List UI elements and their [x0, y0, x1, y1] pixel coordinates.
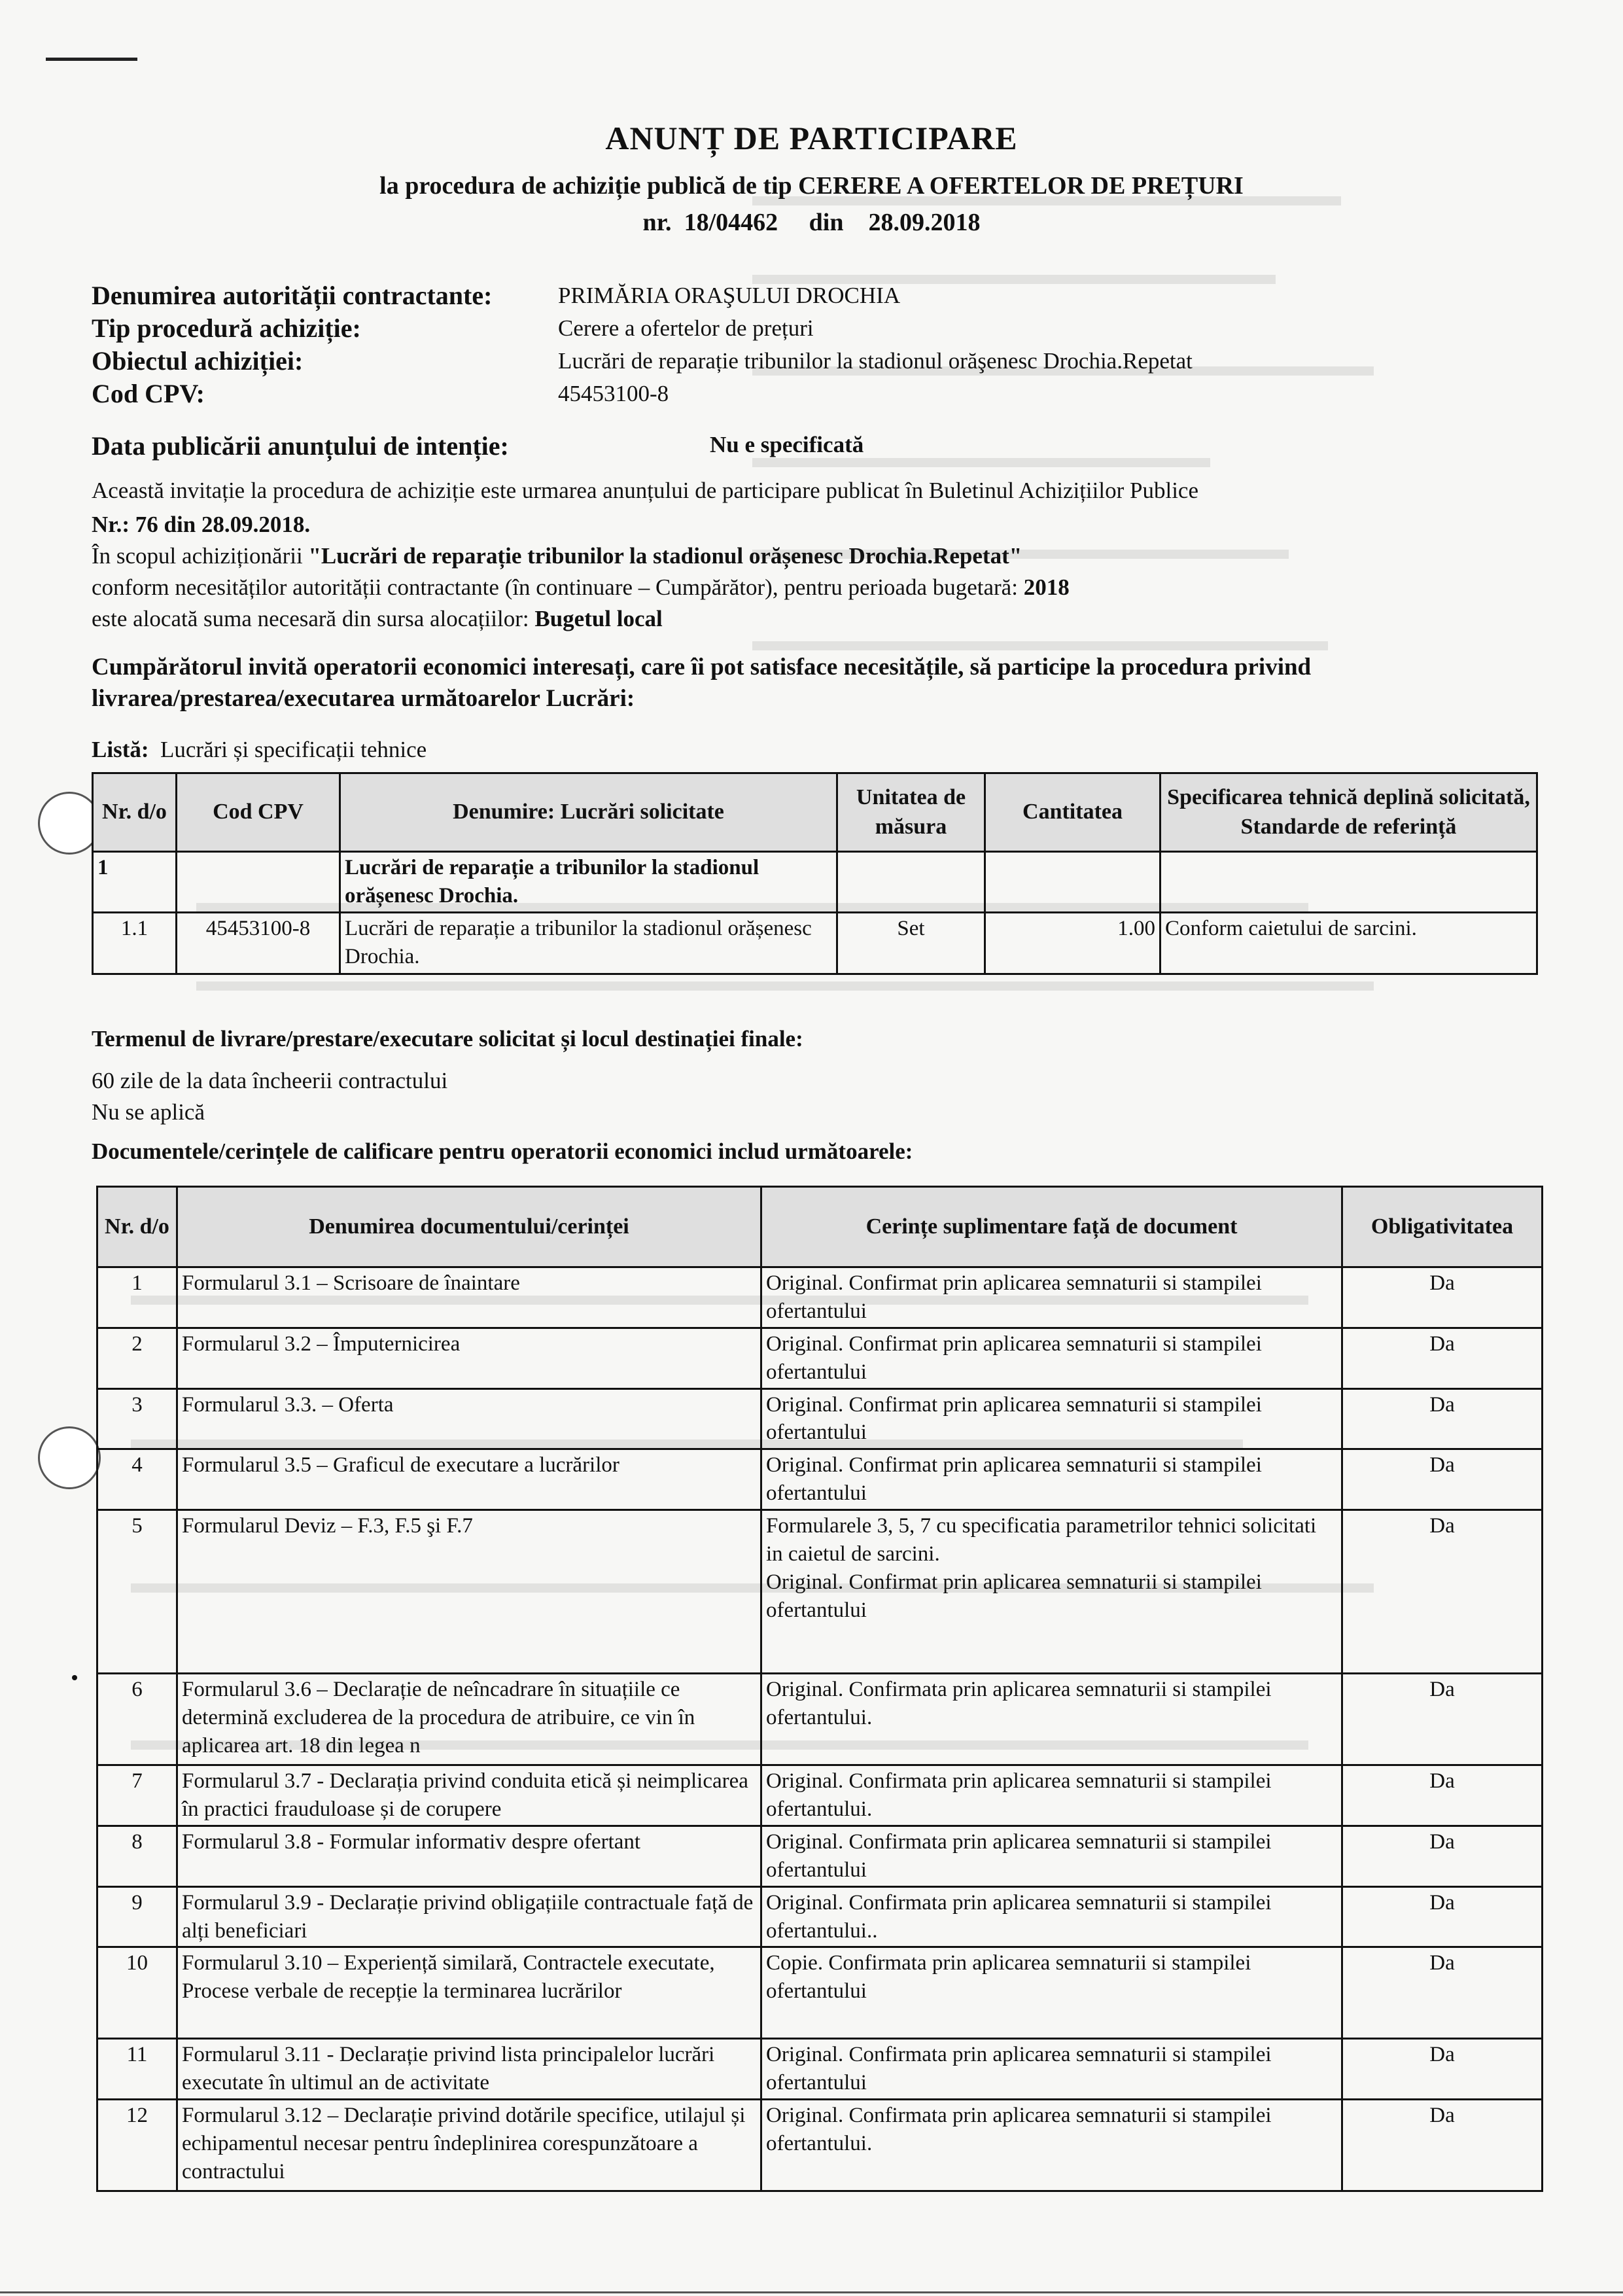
row-requirements: Formularele 3, 5, 7 cu specificatia parametrilor tehnici solicitati in caietul de sarcini. Original. Confirmat prin aplicarea semnaturii si stampilei ofertantului — [761, 1510, 1342, 1674]
list-line — [92, 737, 427, 763]
works-table — [92, 772, 1538, 975]
header-works: Denumire: Lucrări solicitate — [340, 773, 837, 852]
row-nr: 6 — [97, 1674, 177, 1765]
delivery-place: Nu se aplică — [92, 1099, 205, 1125]
page-bottom-edge — [0, 2291, 1623, 2293]
row-requirements: Original. Confirmata prin aplicarea semnaturii si stampilei ofertantului.. — [761, 1886, 1342, 1947]
authority-value: PRIMĂRIA ORAŞULUI DROCHIA — [558, 283, 901, 308]
delivery-term: 60 zile de la data încheerii contractului — [92, 1068, 448, 1093]
row-requirements: Original. Confirmat prin aplicarea semnaturii si stampilei ofertantului — [761, 1328, 1342, 1388]
intro-line-1: Această invitație la procedura de achiziție este urmarea anunțului de participare publicat în Buletinul Achizițiilor Publice — [92, 478, 1198, 503]
item-name: Lucrări de reparație a tribunilor la stadionul orășenesc Drochia. — [340, 912, 837, 974]
source-text: este alocată suma necesară din sursa alocațiilor: — [92, 606, 535, 631]
row-mandatory: Da — [1342, 1510, 1543, 1674]
row-mandatory: Da — [1342, 1328, 1543, 1388]
list-label: Listă: — [92, 737, 149, 762]
qualification-row — [97, 1826, 1543, 1886]
row-requirements: Original. Confirmata prin aplicarea semnaturii si stampilei ofertantului. — [761, 2100, 1342, 2191]
purpose-object: "Lucrări de reparație tribunilor la stadionul orășenesc Drochia.Repetat" — [308, 543, 1022, 569]
row-document-name: Formularul 3.2 – Împuternicirea — [177, 1328, 761, 1388]
row-document-name: Formularul 3.7 - Declarația privind conduita etică și neimplicarea în practici frauduloase și de corupere — [177, 1765, 761, 1826]
header-document: Denumirea documentului/cerinței — [177, 1187, 761, 1267]
qualification-row — [97, 1886, 1543, 1947]
stray-dot — [72, 1675, 77, 1680]
header-mandatory: Obligativitatea — [1342, 1187, 1543, 1267]
header-requirements: Cerințe suplimentare față de document — [761, 1187, 1342, 1267]
document-title: ANUNȚ DE PARTICIPARE — [605, 120, 1018, 156]
row-document-name: Formularul 3.6 – Declarație de neîncadrare în situațiile ce determină excluderea de la procedura de atribuire, ce vin în aplicarea art. 18 din legea n — [177, 1674, 761, 1765]
row-document-name: Formularul 3.10 – Experiență similară, Contractele executate, Procese verbale de recepție la terminarea lucrărilor — [177, 1947, 761, 2039]
row-document-name: Formularul 3.5 – Graficul de executare a lucrărilor — [177, 1449, 761, 1510]
row-mandatory: Da — [1342, 2100, 1543, 2191]
qualification-row — [97, 2100, 1543, 2191]
row-requirements: Original. Confirmata prin aplicarea semnaturii si stampilei ofertantului. — [761, 1674, 1342, 1765]
row-document-name: Formularul 3.8 - Formular informativ despre ofertant — [177, 1826, 761, 1886]
row-nr: 10 — [97, 1947, 177, 2039]
qualification-row — [97, 1947, 1543, 2039]
document-subtitle: la procedura de achiziție publică de tip CERERE A OFERTELOR DE PREȚURI — [379, 172, 1244, 200]
header-quantity: Cantitatea — [985, 773, 1161, 852]
nr-label: nr. — [642, 209, 672, 236]
row-mandatory: Da — [1342, 2039, 1543, 2100]
document-number-line — [0, 208, 1623, 237]
row-document-name: Formularul 3.3. – Oferta — [177, 1388, 761, 1449]
intro-line-4 — [92, 574, 1070, 601]
invitation-line-1: Cumpărătorul invită operatorii economici interesați, care îi pot satisface necesitățile, să participe la procedura privind — [92, 654, 1312, 680]
row-document-name: Formularul Deviz – F.3, F.5 şi F.7 — [177, 1510, 761, 1674]
works-table-header — [93, 773, 1537, 852]
row-requirements: Copie. Confirmata prin aplicarea semnaturii si stampilei ofertantului — [761, 1947, 1342, 2039]
item-nr: 1.1 — [93, 912, 177, 974]
nr-value: 18/04462 — [684, 209, 778, 236]
qualification-row — [97, 1449, 1543, 1510]
row-nr: 8 — [97, 1826, 177, 1886]
row-nr: 12 — [97, 2100, 177, 2191]
header-cpv: Cod CPV — [177, 773, 340, 852]
row-mandatory: Da — [1342, 1886, 1543, 1947]
row-nr: 1 — [97, 1267, 177, 1328]
row-requirements: Original. Confirmata prin aplicarea semnaturii si stampilei ofertantului — [761, 2039, 1342, 2100]
documents-heading: Documentele/cerințele de calificare pentru operatorii economici includ următoarele: — [92, 1139, 913, 1164]
object-value: Lucrări de reparație tribunilor la stadionul orăşenesc Drochia.Repetat — [558, 348, 1193, 374]
purpose-text: În scopul achiziționării — [92, 543, 309, 569]
qualification-row — [97, 1388, 1543, 1449]
row-nr: 9 — [97, 1886, 177, 1947]
intent-value: Nu e specificată — [710, 432, 864, 457]
row-requirements: Original. Confirmat prin aplicarea semnaturii si stampilei ofertantului — [761, 1449, 1342, 1510]
qualification-row — [97, 1674, 1543, 1765]
source-value: Bugetul local — [534, 606, 663, 631]
row-requirements: Original. Confirmata prin aplicarea semnaturii si stampilei ofertantului — [761, 1826, 1342, 1886]
row-mandatory: Da — [1342, 1388, 1543, 1449]
row-document-name: Formularul 3.9 - Declarație privind obligațiile contractuale față de alți beneficiari — [177, 1886, 761, 1947]
din-label: din — [809, 209, 844, 236]
qualification-row — [97, 1510, 1543, 1674]
procedure-type-value: Cerere a ofertelor de prețuri — [558, 315, 814, 341]
row-mandatory: Da — [1342, 1826, 1543, 1886]
header-spec: Specificarea tehnică deplină solicitată, Standarde de referință — [1161, 773, 1537, 852]
qualification-row — [97, 1267, 1543, 1328]
procedure-type-label: Tip procedură achiziție: — [92, 313, 361, 343]
scan-mark — [46, 58, 137, 61]
authority-label: Denumirea autorității contractante: — [92, 281, 493, 310]
row-nr: 7 — [97, 1765, 177, 1826]
budget-period-value: 2018 — [1023, 574, 1070, 600]
row-document-name: Formularul 3.12 – Declarație privind dotările specifice, utilajul și echipamentul necesar pentru îndeplinirea corespunzătoare a contractului — [177, 2100, 761, 2191]
cpv-value: 45453100-8 — [558, 381, 669, 406]
header-nr: Nr. d/o — [93, 773, 177, 852]
item-unit: Set — [837, 912, 985, 974]
cpv-label: Cod CPV: — [92, 379, 205, 408]
row-requirements: Original. Confirmata prin aplicarea semnaturii si stampilei ofertantului. — [761, 1765, 1342, 1826]
group-nr: 1 — [93, 852, 177, 913]
qualification-rows — [97, 1267, 1543, 2191]
row-nr: 5 — [97, 1510, 177, 1674]
row-mandatory: Da — [1342, 1267, 1543, 1328]
group-cpv — [177, 852, 340, 913]
header-nr: Nr. d/o — [97, 1187, 177, 1267]
works-group-row — [93, 852, 1537, 913]
qualification-table — [96, 1186, 1543, 2192]
group-qty — [985, 852, 1161, 913]
list-value: Lucrări și specificații tehnice — [160, 737, 427, 762]
group-name: Lucrări de reparație a tribunilor la stadionul orășenesc Drochia. — [340, 852, 837, 913]
group-unit — [837, 852, 985, 913]
budget-period-text: conform necesităților autorității contractante (în continuare – Cumpărător), pentru perioada bugetară: — [92, 574, 1024, 600]
row-nr: 11 — [97, 2039, 177, 2100]
row-document-name: Formularul 3.1 – Scrisoare de înaintare — [177, 1267, 761, 1328]
row-requirements: Original. Confirmat prin aplicarea semnaturii si stampilei ofertantului — [761, 1267, 1342, 1328]
item-cpv: 45453100-8 — [177, 912, 340, 974]
qualification-row — [97, 2039, 1543, 2100]
row-mandatory: Da — [1342, 1765, 1543, 1826]
invitation-line-2: livrarea/prestarea/executarea următoarelor Lucrări: — [92, 685, 635, 712]
intro-line-2: Nr.: 76 din 28.09.2018. — [92, 512, 311, 537]
works-item-row — [93, 912, 1537, 974]
qualification-row — [97, 1765, 1543, 1826]
document-date: 28.09.2018 — [868, 209, 981, 236]
row-nr: 3 — [97, 1388, 177, 1449]
row-requirements: Original. Confirmat prin aplicarea semnaturii si stampilei ofertantului — [761, 1388, 1342, 1449]
row-mandatory: Da — [1342, 1674, 1543, 1765]
delivery-heading: Termenul de livrare/prestare/executare solicitat și locul destinației finale: — [92, 1026, 803, 1051]
row-mandatory: Da — [1342, 1449, 1543, 1510]
row-mandatory: Da — [1342, 1947, 1543, 2039]
row-document-name: Formularul 3.11 - Declarație privind lista principalelor lucrări executate în ultimul an de activitate — [177, 2039, 761, 2100]
qualification-table-header — [97, 1187, 1543, 1267]
punch-hole-bottom — [38, 1426, 101, 1489]
item-spec: Conform caietului de sarcini. — [1161, 912, 1537, 974]
intro-line-3 — [92, 543, 1022, 569]
group-spec — [1161, 852, 1537, 913]
intro-line-5 — [92, 606, 663, 632]
row-nr: 4 — [97, 1449, 177, 1510]
qualification-row — [97, 1328, 1543, 1388]
row-nr: 2 — [97, 1328, 177, 1388]
header-unit: Unitatea de măsura — [837, 773, 985, 852]
intent-label: Data publicării anunțului de intenție: — [92, 431, 509, 461]
object-label: Obiectul achiziției: — [92, 346, 304, 376]
item-quantity: 1.00 — [985, 912, 1161, 974]
